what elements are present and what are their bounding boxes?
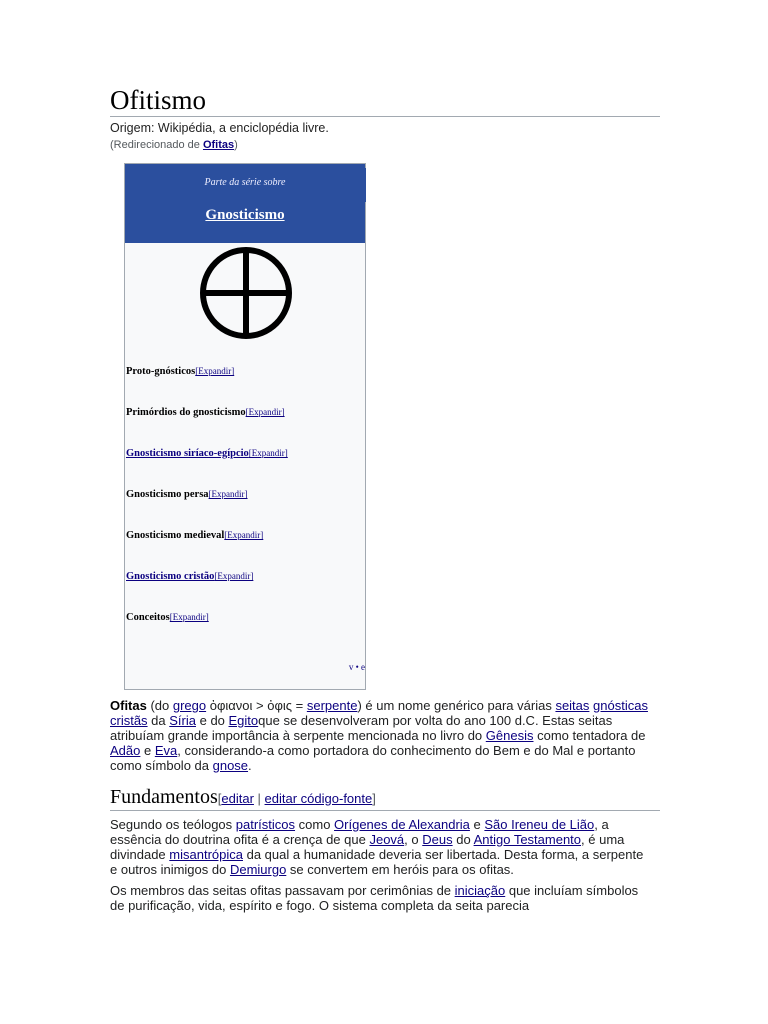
expand-link[interactable]: [Expandir] <box>245 407 285 417</box>
page-title: Ofitismo <box>110 85 207 115</box>
fundamentos-paragraph-1: Segundo os teólogos patrísticos como Orígenes de Alexandria e São Ireneu de Lião, a essência do doutrina ofita é a crença de que Jeová, o Deus do Antigo Testamento, é uma divindade misantrópica da qual a humanidade deveria ser libertada. Desta forma, a serpente e outros inimigos do Demiurgo se convertem em heróis para os ofitas. <box>110 817 644 877</box>
gnosticism-infobox <box>124 163 366 690</box>
redirect-link[interactable]: Ofitas <box>202 139 235 151</box>
header-edge <box>363 168 366 202</box>
infobox-row-siriaco-egipcio <box>126 448 288 459</box>
infobox-row-cristao <box>126 571 253 582</box>
expand-link[interactable]: [Expandir] <box>169 612 209 622</box>
link-serpente[interactable]: serpente <box>306 698 358 713</box>
link-adao[interactable]: Adão <box>110 743 141 758</box>
link-grego[interactable]: grego <box>172 698 207 713</box>
expand-link[interactable]: [Expandir] <box>208 489 248 499</box>
infobox-row-persa: Gnosticismo persa[Expandir] <box>126 489 248 500</box>
row-title-link[interactable]: Gnosticismo cristão <box>126 571 215 582</box>
expand-link[interactable]: [Expandir] <box>248 448 288 458</box>
link-deus[interactable]: Deus <box>422 832 453 847</box>
infobox-row-proto-gnosticos: Proto-gnósticos[Expandir] <box>126 366 235 377</box>
row-title-link[interactable]: Gnosticismo siríaco-egípcio <box>126 448 249 459</box>
expand-link[interactable]: [Expandir] <box>214 571 254 581</box>
vte-links[interactable]: v • e <box>348 662 365 672</box>
link-cristas[interactable]: cristãs <box>110 713 148 728</box>
expand-link[interactable]: [Expandir] <box>224 530 264 540</box>
link-demiurgo[interactable]: Demiurgo <box>229 862 287 877</box>
link-jeova[interactable]: Jeová <box>369 832 405 847</box>
link-eva[interactable]: Eva <box>154 743 178 758</box>
link-genesis[interactable]: Gênesis <box>485 728 534 743</box>
infobox-header <box>125 164 365 243</box>
title-divider <box>110 116 660 117</box>
link-egito[interactable]: Egito <box>228 713 259 728</box>
infobox-row-medieval: Gnosticismo medieval[Expandir] <box>126 530 264 541</box>
link-ireneu[interactable]: São Ireneu de Lião <box>484 817 595 832</box>
link-misantropica[interactable]: misantrópica <box>169 847 243 862</box>
edit-source-link[interactable]: editar código-fonte <box>264 791 373 806</box>
section-divider <box>110 810 660 811</box>
link-siria[interactable]: Síria <box>169 713 196 728</box>
origin-line: Origem: Wikipédia, a enciclopédia livre. <box>110 121 329 135</box>
series-label: Parte da série sobre <box>204 177 286 188</box>
link-origenes[interactable]: Orígenes de Alexandria <box>334 817 470 832</box>
redirect-note: (Redirecionado de Ofitas) <box>110 139 238 151</box>
link-iniciacao[interactable]: iniciação <box>454 883 506 898</box>
link-antigo-testamento[interactable]: Antigo Testamento <box>473 832 582 847</box>
infobox-row-conceitos: Conceitos[Expandir] <box>126 612 209 623</box>
section-heading-fundamentos: Fundamentos[editar | editar código-fonte] <box>110 786 376 808</box>
infobox-row-primordios: Primórdios do gnosticismo[Expandir] <box>126 407 285 418</box>
edit-link[interactable]: editar <box>221 791 254 806</box>
sun-cross-icon <box>198 247 294 339</box>
link-gnosticas[interactable]: gnósticas <box>593 698 648 713</box>
intro-paragraph: Ofitas (do grego ὀφιανοι > ὀφις = serpente) é um nome genérico para várias seitas gnósticas cristãs da Síria e do Egitoque se desenvolveram por volta do ano 100 d.C. Estas seitas atribuíam grande importância à serpente mencionada no livro do Gênesis como tentadora de Adão e Eva, considerando-a como portadora do conhecimento do Bem e do Mal e portanto como símbolo da gnose. <box>110 698 648 773</box>
link-patristicos[interactable]: patrísticos <box>235 817 296 832</box>
series-title-link[interactable]: Gnosticismo <box>205 207 285 223</box>
fundamentos-paragraph-2: Os membros das seitas ofitas passavam por cerimônias de iniciação que incluíam símbolos de purificação, vida, espírito e fogo. O sistema completa da seita parecia <box>110 883 639 913</box>
expand-link[interactable]: [Expandir] <box>195 366 235 376</box>
link-seitas[interactable]: seitas <box>555 698 590 713</box>
link-gnose[interactable]: gnose <box>212 758 249 773</box>
section-edit-links: [editar | editar código-fonte] <box>217 791 376 806</box>
